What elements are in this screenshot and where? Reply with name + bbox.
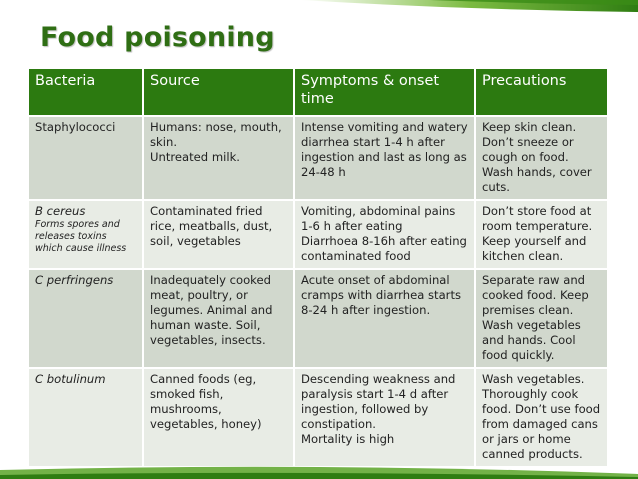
header-precautions: Precautions: [475, 69, 607, 116]
cell-symptoms: Intense vomiting and watery diarrhea start 1-4 h after ingestion and last as long as 24-48 h: [294, 116, 475, 200]
cell-source: Canned foods (eg, smoked fish, mushrooms, vegetables, honey): [143, 368, 294, 466]
cell-symptoms: Vomiting, abdominal pains 1-6 h after eating Diarrhoea 8-16h after eating contaminated food: [294, 200, 475, 269]
table-header-row: [29, 69, 607, 116]
cell-symptoms: Acute onset of abdominal cramps with diarrhea starts 8-24 h after ingestion.: [294, 269, 475, 368]
cell-source: [143, 116, 294, 200]
food-poisoning-table: [29, 69, 607, 466]
cell-precautions: Separate raw and cooked food. Keep premises clean. Wash vegetables and hands. Cool food quickly.: [475, 269, 607, 368]
cell-bacteria: [29, 200, 143, 269]
cell-precautions: Keep skin clean. Don’t sneeze or cough on food. Wash hands, cover cuts.: [475, 116, 607, 200]
cell-symptoms: Descending weakness and paralysis start 1-4 d after ingestion, followed by constipation. Mortality is high: [294, 368, 475, 466]
bacteria-name: C botulinum: [35, 372, 106, 386]
cell-source: Inadequately cooked meat, poultry, or legumes. Animal and human waste. Soil, vegetables, insects.: [143, 269, 294, 368]
source-text: Humans: nose, mouth, skin. Untreated milk.: [150, 120, 282, 164]
cell-source: Contaminated fried rice, meatballs, dust, soil, vegetables: [143, 200, 294, 269]
header-source: Source: [143, 69, 294, 116]
bacteria-name: Staphylococci: [35, 120, 116, 134]
bacteria-name: C perfringens: [35, 273, 114, 287]
header-symptoms: Symptoms & onset time: [294, 69, 475, 116]
table-row: [29, 116, 607, 200]
table-row: [29, 368, 607, 466]
cell-bacteria: [29, 269, 143, 368]
table-row: [29, 269, 607, 368]
header-bacteria: Bacteria: [29, 69, 143, 116]
bacteria-name: B cereus: [35, 204, 86, 218]
cell-bacteria: [29, 116, 143, 200]
bacteria-note: Forms spores and releases toxins which cause illness: [35, 219, 127, 254]
table-row: [29, 200, 607, 269]
page-title: Food poisoning: [40, 22, 275, 53]
cell-precautions: Wash vegetables. Thoroughly cook food. Don’t use food from damaged cans or jars or home canned products.: [475, 368, 607, 466]
cell-bacteria: [29, 368, 143, 466]
cell-precautions: Don’t store food at room temperature. Keep yourself and kitchen clean.: [475, 200, 607, 269]
